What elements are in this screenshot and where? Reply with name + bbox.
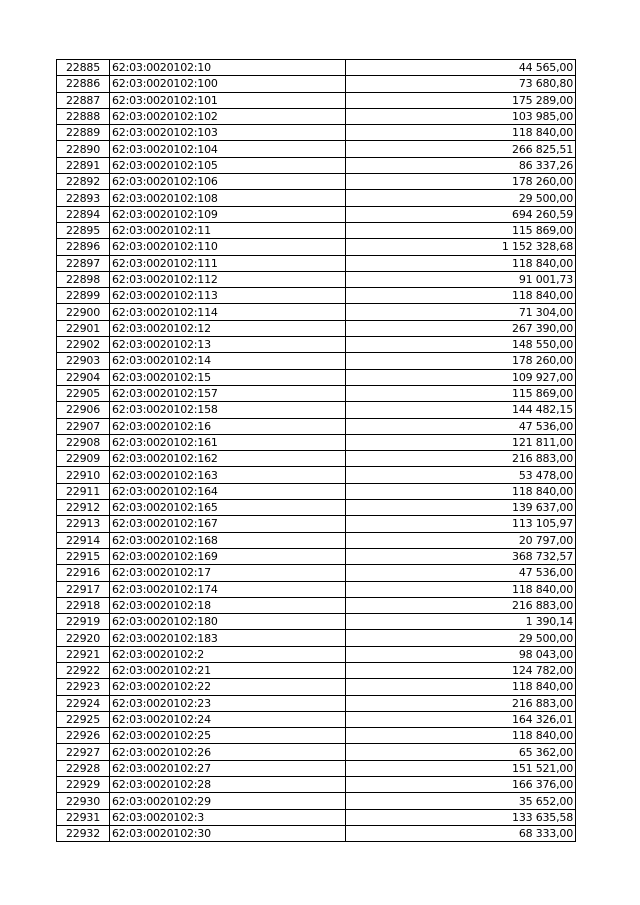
value-cell: 118 840,00 (346, 581, 576, 597)
table-row (57, 157, 576, 173)
cadastral-number-cell: 62:03:0020102:180 (110, 614, 346, 630)
table-row (57, 418, 576, 434)
value-cell: 20 797,00 (346, 532, 576, 548)
value-cell: 164 326,01 (346, 711, 576, 727)
table-row (57, 125, 576, 141)
table-row (57, 483, 576, 499)
table-row (57, 385, 576, 401)
row-number-cell: 22907 (57, 418, 110, 434)
cadastral-number-cell: 62:03:0020102:103 (110, 125, 346, 141)
row-number-cell: 22913 (57, 516, 110, 532)
value-cell: 118 840,00 (346, 255, 576, 271)
value-cell: 73 680,80 (346, 76, 576, 92)
value-cell: 44 565,00 (346, 60, 576, 76)
table-row (57, 646, 576, 662)
value-cell: 35 652,00 (346, 793, 576, 809)
cadastral-number-cell: 62:03:0020102:109 (110, 206, 346, 222)
value-cell: 29 500,00 (346, 190, 576, 206)
cadastral-number-cell: 62:03:0020102:158 (110, 402, 346, 418)
row-number-cell: 22886 (57, 76, 110, 92)
cadastral-number-cell: 62:03:0020102:26 (110, 744, 346, 760)
row-number-cell: 22898 (57, 271, 110, 287)
cadastral-number-cell: 62:03:0020102:30 (110, 825, 346, 841)
value-cell: 86 337,26 (346, 157, 576, 173)
cadastral-number-cell: 62:03:0020102:23 (110, 695, 346, 711)
table-row (57, 288, 576, 304)
row-number-cell: 22924 (57, 695, 110, 711)
row-number-cell: 22911 (57, 483, 110, 499)
row-number-cell: 22926 (57, 728, 110, 744)
row-number-cell: 22909 (57, 451, 110, 467)
value-cell: 178 260,00 (346, 353, 576, 369)
table-row (57, 565, 576, 581)
cadastral-number-cell: 62:03:0020102:164 (110, 483, 346, 499)
row-number-cell: 22892 (57, 174, 110, 190)
value-cell: 166 376,00 (346, 777, 576, 793)
row-number-cell: 22906 (57, 402, 110, 418)
cadastral-number-cell: 62:03:0020102:110 (110, 239, 346, 255)
value-cell: 216 883,00 (346, 451, 576, 467)
value-cell: 53 478,00 (346, 467, 576, 483)
cadastral-number-cell: 62:03:0020102:25 (110, 728, 346, 744)
cadastral-number-cell: 62:03:0020102:112 (110, 271, 346, 287)
cadastral-number-cell: 62:03:0020102:114 (110, 304, 346, 320)
table-body (57, 60, 576, 842)
cadastral-number-cell: 62:03:0020102:18 (110, 597, 346, 613)
table-row (57, 500, 576, 516)
row-number-cell: 22894 (57, 206, 110, 222)
value-cell: 139 637,00 (346, 500, 576, 516)
row-number-cell: 22928 (57, 760, 110, 776)
table-row (57, 467, 576, 483)
row-number-cell: 22895 (57, 222, 110, 238)
value-cell: 216 883,00 (346, 695, 576, 711)
table-row (57, 353, 576, 369)
cadastral-number-cell: 62:03:0020102:169 (110, 548, 346, 564)
table-row (57, 597, 576, 613)
table-row (57, 760, 576, 776)
cadastral-number-cell: 62:03:0020102:3 (110, 809, 346, 825)
value-cell: 118 840,00 (346, 483, 576, 499)
table-row (57, 402, 576, 418)
table-row (57, 76, 576, 92)
value-cell: 368 732,57 (346, 548, 576, 564)
value-cell: 148 550,00 (346, 337, 576, 353)
value-cell: 71 304,00 (346, 304, 576, 320)
table-row (57, 614, 576, 630)
cadastral-number-cell: 62:03:0020102:17 (110, 565, 346, 581)
value-cell: 267 390,00 (346, 320, 576, 336)
value-cell: 103 985,00 (346, 108, 576, 124)
cadastral-value-table (56, 59, 576, 842)
table-row (57, 141, 576, 157)
cadastral-number-cell: 62:03:0020102:167 (110, 516, 346, 532)
row-number-cell: 22893 (57, 190, 110, 206)
cadastral-number-cell: 62:03:0020102:113 (110, 288, 346, 304)
table-row (57, 711, 576, 727)
cadastral-number-cell: 62:03:0020102:168 (110, 532, 346, 548)
table-row (57, 434, 576, 450)
value-cell: 113 105,97 (346, 516, 576, 532)
value-cell: 694 260,59 (346, 206, 576, 222)
cadastral-number-cell: 62:03:0020102:12 (110, 320, 346, 336)
cadastral-number-cell: 62:03:0020102:21 (110, 662, 346, 678)
value-cell: 47 536,00 (346, 565, 576, 581)
table-row (57, 630, 576, 646)
row-number-cell: 22920 (57, 630, 110, 646)
value-cell: 133 635,58 (346, 809, 576, 825)
cadastral-number-cell: 62:03:0020102:157 (110, 385, 346, 401)
value-cell: 68 333,00 (346, 825, 576, 841)
value-cell: 151 521,00 (346, 760, 576, 776)
table-row (57, 532, 576, 548)
row-number-cell: 22885 (57, 60, 110, 76)
cadastral-number-cell: 62:03:0020102:27 (110, 760, 346, 776)
table-row (57, 793, 576, 809)
table-row (57, 239, 576, 255)
value-cell: 47 536,00 (346, 418, 576, 434)
row-number-cell: 22901 (57, 320, 110, 336)
table-row (57, 304, 576, 320)
row-number-cell: 22908 (57, 434, 110, 450)
row-number-cell: 22931 (57, 809, 110, 825)
value-cell: 121 811,00 (346, 434, 576, 450)
value-cell: 109 927,00 (346, 369, 576, 385)
row-number-cell: 22914 (57, 532, 110, 548)
value-cell: 144 482,15 (346, 402, 576, 418)
cadastral-number-cell: 62:03:0020102:183 (110, 630, 346, 646)
row-number-cell: 22925 (57, 711, 110, 727)
cadastral-number-cell: 62:03:0020102:174 (110, 581, 346, 597)
row-number-cell: 22889 (57, 125, 110, 141)
table-row (57, 662, 576, 678)
table-row (57, 255, 576, 271)
row-number-cell: 22890 (57, 141, 110, 157)
row-number-cell: 22900 (57, 304, 110, 320)
value-cell: 118 840,00 (346, 288, 576, 304)
table-row (57, 451, 576, 467)
table-row (57, 92, 576, 108)
row-number-cell: 22896 (57, 239, 110, 255)
cadastral-number-cell: 62:03:0020102:24 (110, 711, 346, 727)
value-cell: 29 500,00 (346, 630, 576, 646)
cadastral-number-cell: 62:03:0020102:165 (110, 500, 346, 516)
row-number-cell: 22903 (57, 353, 110, 369)
value-cell: 124 782,00 (346, 662, 576, 678)
row-number-cell: 22918 (57, 597, 110, 613)
cadastral-number-cell: 62:03:0020102:10 (110, 60, 346, 76)
cadastral-number-cell: 62:03:0020102:11 (110, 222, 346, 238)
table-row (57, 825, 576, 841)
table-row (57, 679, 576, 695)
row-number-cell: 22917 (57, 581, 110, 597)
cadastral-number-cell: 62:03:0020102:161 (110, 434, 346, 450)
value-cell: 175 289,00 (346, 92, 576, 108)
cadastral-number-cell: 62:03:0020102:101 (110, 92, 346, 108)
row-number-cell: 22904 (57, 369, 110, 385)
value-cell: 1 152 328,68 (346, 239, 576, 255)
cadastral-number-cell: 62:03:0020102:14 (110, 353, 346, 369)
row-number-cell: 22922 (57, 662, 110, 678)
table-row (57, 206, 576, 222)
table-row (57, 809, 576, 825)
value-cell: 216 883,00 (346, 597, 576, 613)
row-number-cell: 22902 (57, 337, 110, 353)
cadastral-number-cell: 62:03:0020102:15 (110, 369, 346, 385)
cadastral-number-cell: 62:03:0020102:111 (110, 255, 346, 271)
cadastral-number-cell: 62:03:0020102:106 (110, 174, 346, 190)
cadastral-number-cell: 62:03:0020102:163 (110, 467, 346, 483)
cadastral-number-cell: 62:03:0020102:104 (110, 141, 346, 157)
table-row (57, 777, 576, 793)
row-number-cell: 22915 (57, 548, 110, 564)
value-cell: 65 362,00 (346, 744, 576, 760)
row-number-cell: 22932 (57, 825, 110, 841)
row-number-cell: 22921 (57, 646, 110, 662)
row-number-cell: 22912 (57, 500, 110, 516)
table-row (57, 548, 576, 564)
table-row (57, 695, 576, 711)
table-row (57, 174, 576, 190)
table-row (57, 728, 576, 744)
row-number-cell: 22910 (57, 467, 110, 483)
cadastral-number-cell: 62:03:0020102:22 (110, 679, 346, 695)
cadastral-number-cell: 62:03:0020102:105 (110, 157, 346, 173)
table-row (57, 744, 576, 760)
table-row (57, 60, 576, 76)
value-cell: 1 390,14 (346, 614, 576, 630)
row-number-cell: 22891 (57, 157, 110, 173)
value-cell: 118 840,00 (346, 728, 576, 744)
table-row (57, 516, 576, 532)
table-row (57, 190, 576, 206)
table-row (57, 369, 576, 385)
table-row (57, 320, 576, 336)
row-number-cell: 22916 (57, 565, 110, 581)
table-row (57, 271, 576, 287)
row-number-cell: 22888 (57, 108, 110, 124)
cadastral-number-cell: 62:03:0020102:13 (110, 337, 346, 353)
cadastral-number-cell: 62:03:0020102:2 (110, 646, 346, 662)
value-cell: 118 840,00 (346, 125, 576, 141)
cadastral-number-cell: 62:03:0020102:29 (110, 793, 346, 809)
value-cell: 118 840,00 (346, 679, 576, 695)
row-number-cell: 22919 (57, 614, 110, 630)
value-cell: 178 260,00 (346, 174, 576, 190)
cadastral-number-cell: 62:03:0020102:28 (110, 777, 346, 793)
value-cell: 115 869,00 (346, 222, 576, 238)
row-number-cell: 22897 (57, 255, 110, 271)
table-row (57, 581, 576, 597)
cadastral-number-cell: 62:03:0020102:16 (110, 418, 346, 434)
table-row (57, 337, 576, 353)
row-number-cell: 22905 (57, 385, 110, 401)
row-number-cell: 22927 (57, 744, 110, 760)
value-cell: 115 869,00 (346, 385, 576, 401)
cadastral-number-cell: 62:03:0020102:100 (110, 76, 346, 92)
value-cell: 98 043,00 (346, 646, 576, 662)
cadastral-number-cell: 62:03:0020102:162 (110, 451, 346, 467)
cadastral-number-cell: 62:03:0020102:108 (110, 190, 346, 206)
value-cell: 91 001,73 (346, 271, 576, 287)
cadastral-number-cell: 62:03:0020102:102 (110, 108, 346, 124)
row-number-cell: 22887 (57, 92, 110, 108)
row-number-cell: 22923 (57, 679, 110, 695)
row-number-cell: 22929 (57, 777, 110, 793)
table-row (57, 108, 576, 124)
row-number-cell: 22899 (57, 288, 110, 304)
row-number-cell: 22930 (57, 793, 110, 809)
table-row (57, 222, 576, 238)
value-cell: 266 825,51 (346, 141, 576, 157)
